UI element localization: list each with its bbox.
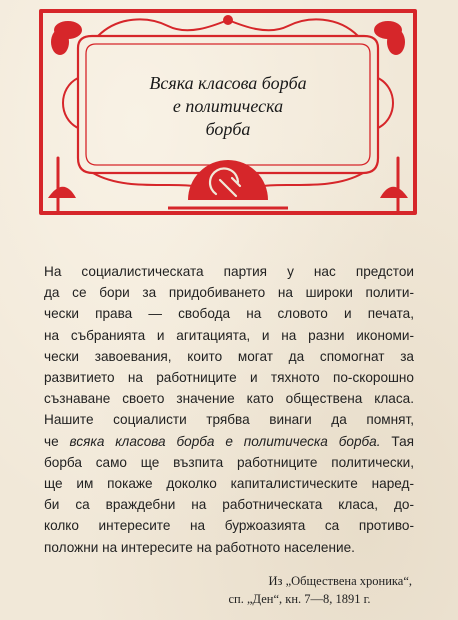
line-prefix: че	[44, 433, 59, 449]
title-line: е политическа	[172, 96, 284, 116]
text-line: чески права — свобода на словото и печата,	[44, 306, 414, 322]
title-line: борба	[205, 119, 251, 139]
text-line: ще им покаже доколко капиталистическите наред-	[44, 476, 414, 492]
text-line: Нашите социалисти трябва винаги да помнят,	[44, 412, 414, 428]
text-line-emphasis	[44, 431, 414, 452]
source-citation	[229, 572, 413, 608]
text-line: колко интересите на буржоазията са противо-	[44, 518, 414, 534]
emphasized-phrase: всяка класова борба е политическа борба.	[69, 433, 381, 449]
text-line: борба само ще възпита работниците политически,	[44, 454, 414, 470]
line-suffix: Тая	[391, 433, 415, 449]
text-line: да се бори за придобиването на широки полити-	[44, 285, 414, 301]
text-line: би са враждебни на работническата класа, до-	[44, 497, 414, 513]
citation-line: сп. „Ден“, кн. 7—8, 1891 г.	[228, 592, 371, 606]
citation-line: Из „Обществена хроника“,	[268, 574, 412, 588]
text-line: съзнаване своето значение като обществена класа.	[44, 391, 414, 407]
decorative-frame	[38, 8, 418, 216]
text-line: положни на интересите на работното население.	[44, 539, 355, 555]
page-title	[108, 72, 348, 141]
text-line: На социалистическата партия у нас предстои	[44, 264, 414, 279]
text-line: чески завоевания, които могат да спомогнат за	[44, 348, 414, 364]
body-paragraph	[44, 261, 414, 558]
hammer-and-sickle-icon	[168, 160, 288, 208]
title-line: Всяка класова борба	[149, 73, 307, 93]
text-line: на събранията и агитацията, и на разни икономи-	[44, 327, 414, 343]
text-line: развитието на работниците и тяхното по-скорошно	[44, 370, 414, 386]
